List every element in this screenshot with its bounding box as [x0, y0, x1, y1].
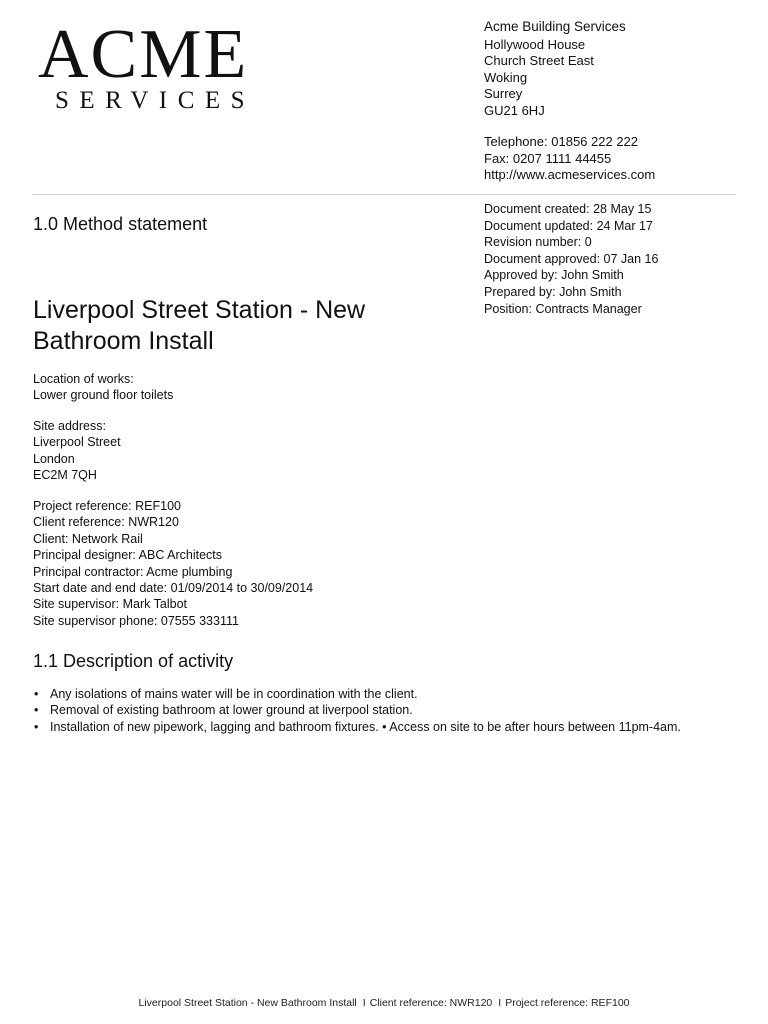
list-item-text: Removal of existing bathroom at lower ground at liverpool station. — [50, 703, 413, 718]
meta-value: John Smith — [559, 284, 622, 299]
location-block — [33, 371, 173, 404]
location-label: Location of works: — [33, 372, 134, 386]
project-label: Start date and end date: — [33, 581, 168, 596]
project-row — [33, 596, 313, 612]
project-row — [33, 613, 313, 629]
address-line: GU21 6HJ — [484, 102, 545, 118]
footer-title: Liverpool Street Station - New Bathroom Install — [138, 997, 357, 1009]
meta-label: Revision number: — [484, 235, 582, 250]
company-name: Acme Building Services — [484, 19, 626, 34]
meta-row — [484, 234, 658, 251]
project-label: Client reference: — [33, 515, 125, 530]
project-label: Principal contractor: — [33, 564, 144, 579]
project-details-block — [33, 498, 313, 629]
footer-separator: I — [362, 997, 366, 1009]
footer-separator: I — [498, 997, 502, 1009]
footer-client-ref: Client reference: NWR120 — [369, 997, 493, 1009]
meta-value: 24 Mar 17 — [596, 218, 653, 233]
section-heading-method-statement: 1.0 Method statement — [33, 214, 208, 234]
project-label: Principal designer: — [33, 548, 136, 563]
address-line: Woking — [484, 69, 528, 85]
address-line: Church Street East — [484, 53, 594, 68]
project-label: Client: — [33, 531, 69, 546]
list-item-text: Any isolations of mains water will be in coordination with the client. — [50, 687, 418, 701]
section-heading-description: 1.1 Description of activity — [33, 651, 234, 671]
document-title: Liverpool Street Station - New Bathroom Install — [33, 296, 366, 355]
list-item — [33, 686, 681, 702]
project-value: REF100 — [135, 499, 182, 513]
site-address-block — [33, 418, 121, 484]
activity-list — [33, 686, 681, 735]
project-row — [33, 580, 313, 596]
project-row — [33, 514, 313, 530]
fax-label: Fax: — [484, 150, 510, 166]
meta-value: 07 Jan 16 — [603, 251, 659, 266]
meta-label: Document updated: — [484, 218, 594, 233]
site-address-line: London — [33, 451, 75, 466]
project-label: Project reference: — [33, 499, 132, 513]
bullet-icon: • — [34, 687, 39, 701]
page-footer — [0, 997, 768, 1009]
project-value: 07555 333111 — [160, 613, 239, 628]
meta-row — [484, 251, 658, 268]
bullet-icon: • — [34, 719, 39, 734]
address-line: Hollywood House — [484, 36, 586, 52]
project-row — [33, 564, 313, 580]
project-label: Site supervisor: — [33, 597, 120, 612]
meta-row — [484, 201, 658, 218]
header-divider — [32, 194, 736, 195]
meta-label: Document created: — [484, 202, 590, 216]
list-item — [33, 719, 681, 735]
website-link[interactable]: http://www.acmeservices.com — [484, 167, 656, 182]
address-line: Surrey — [484, 86, 523, 101]
footer-project-ref: Project reference: REF100 — [505, 997, 630, 1009]
telephone-row — [484, 134, 655, 151]
site-address-line: EC2M 7QH — [33, 468, 97, 483]
site-address-line: Liverpool Street — [33, 435, 121, 450]
telephone-value: 01856 222 222 — [551, 134, 639, 149]
meta-row — [484, 267, 658, 284]
meta-label: Prepared by: — [484, 284, 556, 299]
meta-label: Position: — [484, 301, 532, 316]
fax-row — [484, 151, 655, 168]
project-value: NWR120 — [128, 515, 179, 530]
project-value: Acme plumbing — [146, 564, 233, 579]
logo-wordmark: ACME — [38, 16, 249, 93]
project-row — [33, 531, 313, 547]
site-address-label: Site address: — [33, 419, 106, 433]
company-contact-block — [484, 134, 655, 184]
meta-row — [484, 301, 658, 318]
meta-value: John Smith — [561, 268, 624, 283]
project-value: ABC Architects — [138, 548, 223, 563]
list-item-text: Installation of new pipework, lagging and bathroom fixtures. • Access on site to be after hours between 11pm-4am. — [50, 719, 681, 734]
telephone-label: Telephone: — [484, 134, 548, 149]
project-value: Network Rail — [71, 531, 143, 546]
project-value: Mark Talbot — [122, 597, 188, 612]
meta-label: Document approved: — [484, 251, 601, 266]
meta-label: Approved by: — [484, 268, 558, 283]
project-row — [33, 547, 313, 563]
location-value: Lower ground floor toilets — [33, 388, 174, 403]
fax-value: 0207 1111 44455 — [512, 150, 612, 166]
meta-row — [484, 218, 658, 235]
company-address-block — [484, 19, 626, 119]
document-meta-block — [484, 201, 658, 317]
logo-subtitle: SERVICES — [55, 87, 256, 114]
project-label: Site supervisor phone: — [33, 613, 158, 628]
meta-value: Contracts Manager — [535, 301, 642, 316]
project-value: 01/09/2014 to 30/09/2014 — [170, 581, 314, 596]
project-row — [33, 498, 313, 514]
meta-row — [484, 284, 658, 301]
bullet-icon: • — [34, 703, 39, 718]
meta-value: 0 — [584, 235, 592, 250]
meta-value: 28 May 15 — [593, 202, 652, 216]
list-item — [33, 702, 681, 718]
